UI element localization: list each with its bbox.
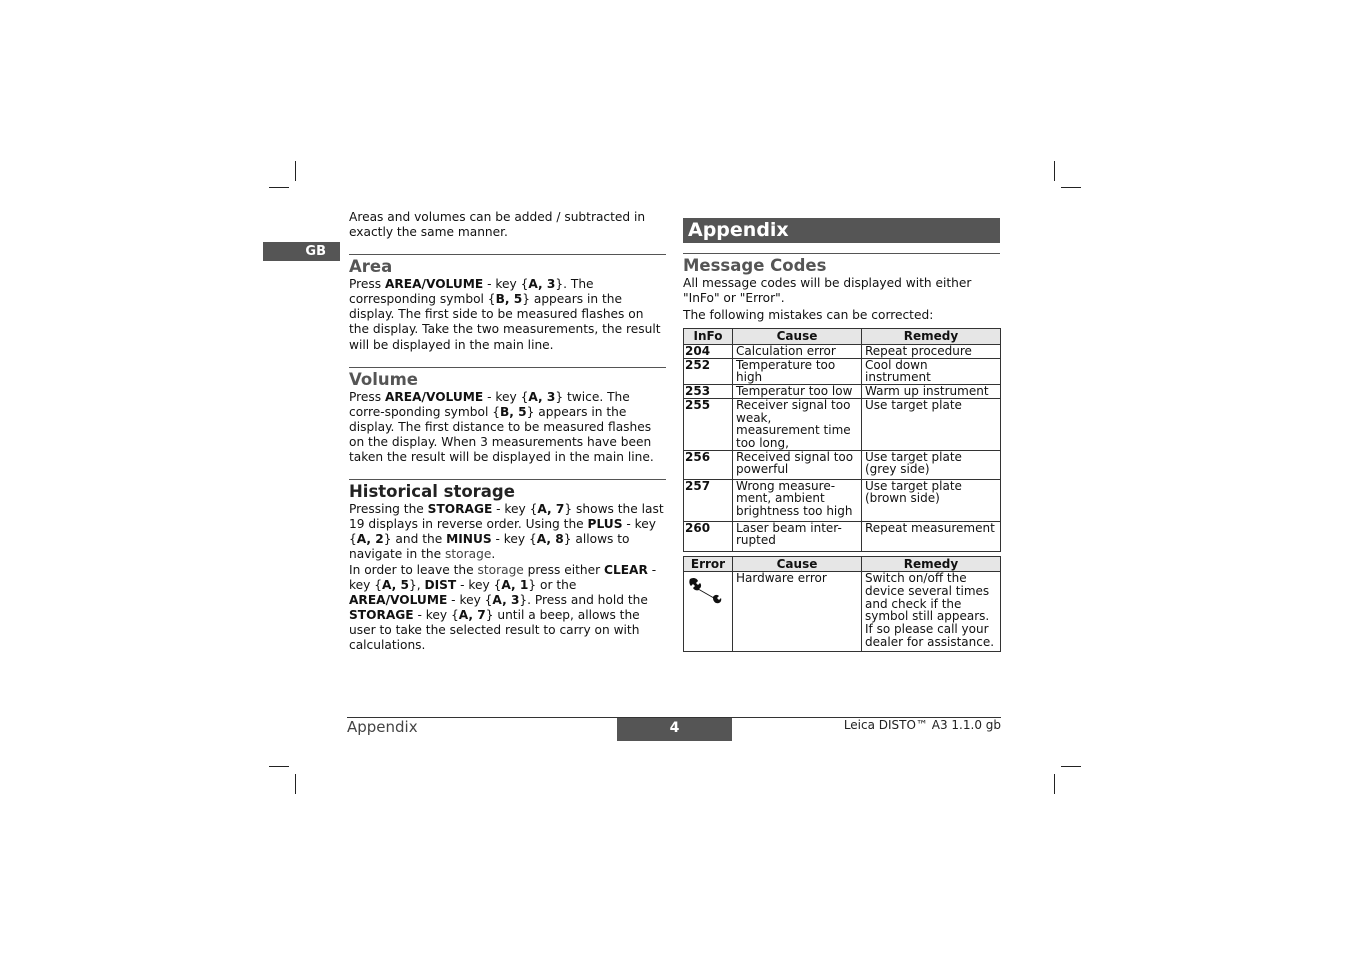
table-row bbox=[684, 450, 1001, 479]
table-header: InFo bbox=[684, 329, 733, 345]
storage-heading: Historical storage bbox=[349, 482, 515, 502]
divider bbox=[349, 367, 666, 368]
page-number: 4 bbox=[617, 718, 732, 741]
code-cell: 252 bbox=[684, 358, 733, 384]
message-codes-intro: All message codes will be displayed with either "InFo" or "Error". bbox=[683, 276, 972, 306]
remedy-cell: Use target plate bbox=[862, 398, 1001, 450]
table-header: Remedy bbox=[862, 329, 1001, 345]
remedy-cell: Warm up instrument bbox=[862, 385, 1001, 399]
footer-product: Leica DISTO™ A3 1.1.0 gb bbox=[843, 718, 1001, 732]
section-bar: Appendix bbox=[683, 218, 1000, 243]
cause-cell: Calculation error bbox=[733, 344, 862, 358]
code-cell: 260 bbox=[684, 521, 733, 551]
volume-paragraph: Press AREA/VOLUME - key {A, 3} twice. The corre-sponding symbol {B, 5} appears in the display. The first distance to be measured flashes on the display. When 3 measurements have been taken the result will be displayed in the main line. bbox=[349, 389, 654, 465]
table-row bbox=[684, 572, 1001, 652]
crop-mark bbox=[295, 774, 296, 794]
divider bbox=[349, 254, 666, 255]
cause-cell: Temperatur too low bbox=[733, 385, 862, 399]
table-row bbox=[684, 344, 1001, 358]
code-cell: 204 bbox=[684, 344, 733, 358]
cause-cell: Receiver signal too weak, measurement time too long, bbox=[733, 398, 862, 450]
crop-mark bbox=[269, 187, 289, 188]
cause-cell: Hardware error bbox=[733, 572, 862, 652]
table-header: Error bbox=[684, 556, 733, 572]
table-header: Cause bbox=[733, 556, 862, 572]
intro-paragraph: Areas and volumes can be added / subtracted in exactly the same manner. bbox=[349, 210, 646, 240]
table-row bbox=[684, 398, 1001, 450]
wrench-icon bbox=[686, 576, 724, 604]
volume-heading: Volume bbox=[349, 369, 418, 389]
storage-paragraph-1: Pressing the STORAGE - key {A, 7} shows the last 19 displays in reverse order. Using the PLUS - key {A, 2} and the MINUS - key {A, 8} allows to navigate in the storage. bbox=[349, 502, 664, 562]
remedy-cell: Switch on/off the device several times and check if the symbol still appears. If so please call your dealer for assistance. bbox=[862, 572, 1001, 652]
storage-paragraph-2: In order to leave the storage press either CLEAR - key {A, 5}, DIST - key {A, 1} or the AREA/VOLUME - key {A, 3}. Press and hold the STORAGE - key {A, 7} until a beep, allows the user to take the selected result to carry on with calculations. bbox=[349, 562, 657, 652]
remedy-cell: Cool down instrument bbox=[862, 358, 1001, 384]
code-cell: 253 bbox=[684, 385, 733, 399]
language-tab: GB bbox=[263, 242, 340, 261]
icon-cell bbox=[684, 572, 733, 652]
message-codes-heading: Message Codes bbox=[683, 256, 827, 275]
divider bbox=[683, 253, 1000, 254]
footer-section: Appendix bbox=[347, 718, 418, 736]
right-column bbox=[683, 218, 1000, 652]
table-row bbox=[684, 479, 1001, 521]
crop-mark bbox=[269, 766, 289, 767]
code-cell: 256 bbox=[684, 450, 733, 479]
area-paragraph: Press AREA/VOLUME - key {A, 3}. The corresponding symbol {B, 5} appears in the display. The first side to be measured flashes on the display. Take the two measurements, the result will be displayed in the main line. bbox=[349, 277, 661, 352]
crop-mark bbox=[295, 161, 296, 181]
cause-cell: Laser beam inter-rupted bbox=[733, 521, 862, 551]
remedy-cell: Repeat procedure bbox=[862, 344, 1001, 358]
crop-mark bbox=[1061, 766, 1081, 767]
area-heading: Area bbox=[349, 257, 393, 277]
code-cell: 257 bbox=[684, 479, 733, 521]
divider bbox=[349, 479, 666, 480]
remedy-cell: Use target plate (grey side) bbox=[862, 450, 1001, 479]
remedy-cell: Repeat measurement bbox=[862, 521, 1001, 551]
cause-cell: Wrong measure-ment, ambient brightness too high bbox=[733, 479, 862, 521]
crop-mark bbox=[1061, 187, 1081, 188]
table-header: Cause bbox=[733, 329, 862, 345]
left-column bbox=[349, 210, 666, 653]
crop-mark bbox=[1054, 161, 1055, 181]
table-header-row bbox=[684, 556, 1001, 572]
remedy-cell: Use target plate (brown side) bbox=[862, 479, 1001, 521]
code-cell: 255 bbox=[684, 398, 733, 450]
table-row bbox=[684, 521, 1001, 551]
table-header: Remedy bbox=[862, 556, 1001, 572]
info-table bbox=[683, 328, 1001, 551]
cause-cell: Received signal too powerful bbox=[733, 450, 862, 479]
table-row bbox=[684, 385, 1001, 399]
error-table bbox=[683, 556, 1001, 653]
table-header-row bbox=[684, 329, 1001, 345]
crop-mark bbox=[1054, 774, 1055, 794]
table-row bbox=[684, 358, 1001, 384]
message-codes-subintro: The following mistakes can be corrected: bbox=[683, 308, 934, 323]
cause-cell: Temperature too high bbox=[733, 358, 862, 384]
